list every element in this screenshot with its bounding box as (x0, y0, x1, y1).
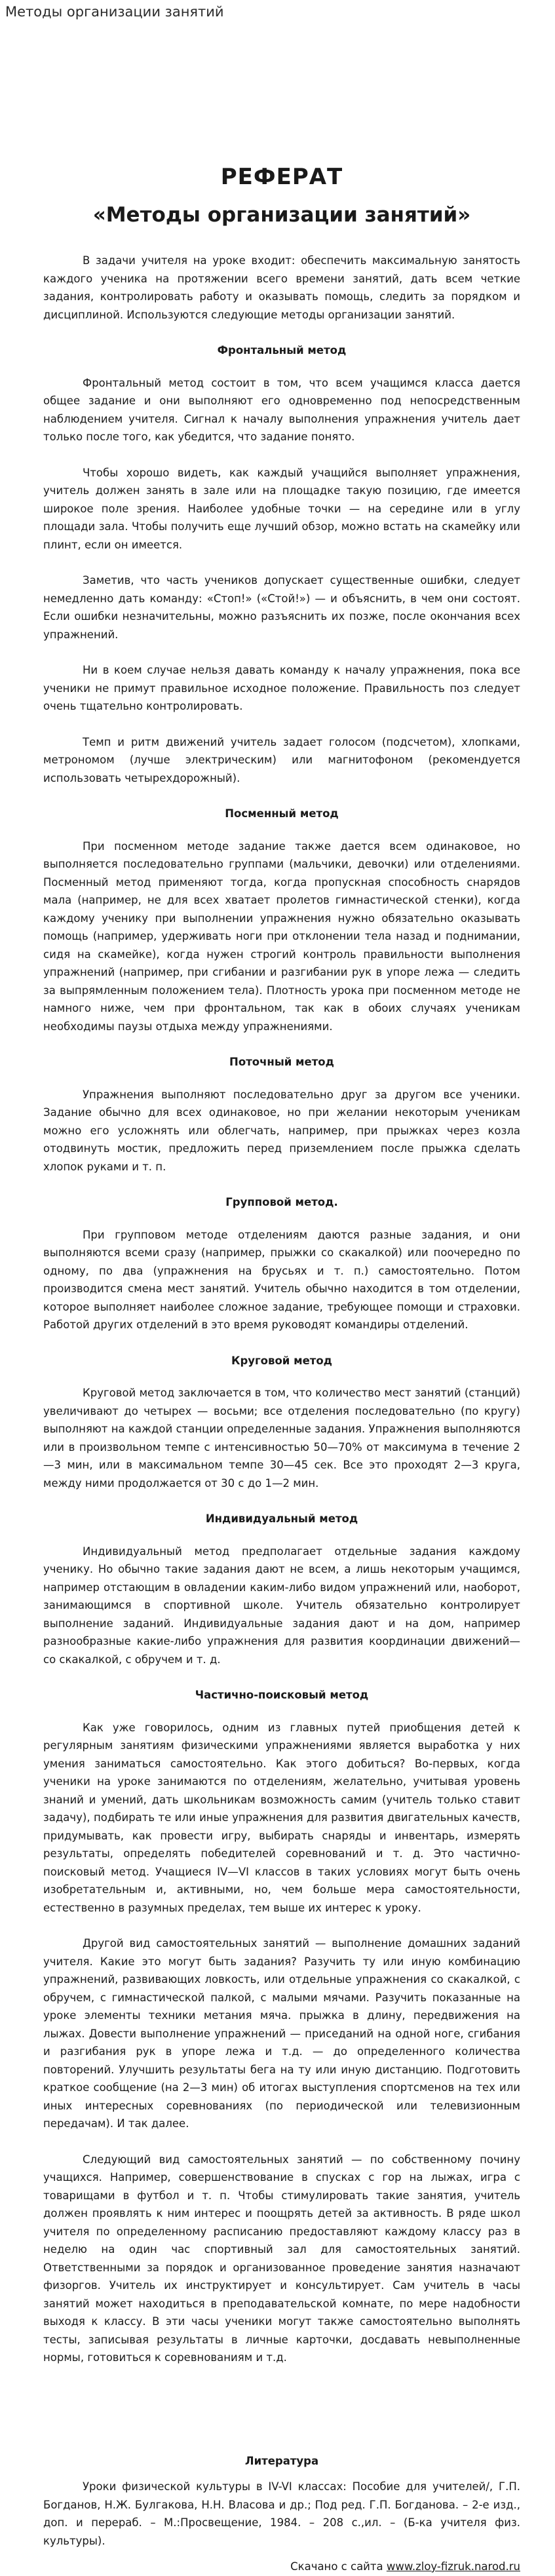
section-heading: Частично-поисковый метод (195, 1689, 369, 1701)
section-paragraph: Темп и ритм движений учитель задает голосом (подсчетом), хлопками, метрономом (лучше электрическим) или магнитофоном (рекомендуется использовать четырехдорожный). (43, 735, 520, 784)
section-heading: Посменный метод (225, 807, 339, 820)
page-header-title: Методы организации занятий (5, 4, 224, 20)
document-title: РЕФЕРАТ (220, 164, 343, 190)
section-heading: Фронтальный метод (217, 344, 347, 356)
section-paragraph: Упражнения выполняют последовательно друг за другом все ученики. Задание обычно для всех одинаковое, но при желании некоторым ученикам можно его усложнять или облегчать, например, при прыжках через козла отодвинуть мостик, предложить перед приземлением после прыжка сделать хлопок руками и т. п. (43, 1088, 520, 1173)
source-line (43, 2558, 520, 2576)
section-heading: Поточный метод (229, 1056, 334, 1068)
section-paragraph: Фронтальный метод состоит в том, что всем учащимся класса дается общее задание и они выполняют его одновременно под непосредственным наблюдением учителя. Сигнал к началу выполнения упражнения учитель дает только после того, как убедится, что задание понято. (43, 376, 520, 443)
section-paragraph: При посменном методе задание также дается всем одинаковое, но выполняется последовательно группами (мальчики, девочки) или отделениями. Посменный метод применяют тогда, когда пропускная способность снарядов мала (например, не для всех хватает пролетов гимнастической стенки), когда каждому ученику при выполнении упражнения нужно обязательно оказывать помощь (например, удерживать ноги при отклонении тела назад и поднимании, сидя на скамейке), когда нужен строгий контроль правильности выполнения упражнений (например, при сгибании и разгибании рук в упоре лежа — следить за выпрямленным положением тела). Плотность урока при посменном методе не намного ниже, чем при фронтальном, так как в обоих случаях ученикам необходимы паузы отдыха между упражнениями. (43, 839, 520, 1033)
intro-paragraph: В задачи учителя на уроке входит: обеспечить максимальную занятость каждого ученика на протяжении всего времени занятий, дать всем четкие задания, контролировать работу и оказывать помощь, следить за порядком и дисциплиной. Используются следующие методы организации занятий. (43, 254, 520, 321)
source-prefix: Скачано с сайта (290, 2560, 387, 2573)
section-paragraph: Как уже говорилось, одним из главных путей приобщения детей к регулярным занятиям физическими упражнениями является выработка у них умения заниматься самостоятельно. Как этого добиться? Во-первых, когда ученики на уроке занимаются по отделениям, желательно, учитывая уровень знаний и умений, дать школьникам возможность самим (учитель только ставит задачу), подбирать те или иные упражнения для развития двигательных качеств, придумывать, как провести игру, выбирать снаряды и инвентарь, измерять результаты, определять победителей соревнований и т. д. Это частично-поисковый метод. Учащиеся IV—VI классов в таких условиях могут быть очень изобретательным и, активными, но, чем больше мера самостоятельности, естественно в разумных пределах, тем выше их интерес к уроку. (43, 1721, 520, 1914)
section-paragraph: Другой вид самостоятельных занятий — выполнение домашних заданий учителя. Какие это могут быть задания? Разучить ту или иную комбинацию упражнений, развивающих ловкость, или отдельные упражнения со скакалкой, с обручем, с гимнастической палкой, с малыми мячами. Разучить показанные на уроке элементы техники метания мяча. прыжка в длину, передвижения на лыжах. Довести выполнение упражнений — приседаний на одной ноге, сгибания и разгибания рук в упоре лежа и т.д. — до определенного количества повторений. Улучшить результаты бега на ту или иную дистанцию. Подготовить краткое сообщение (на 2—3 мин) об итогах выступления спортсменов на тех или иных интересных соревнованиях (по периодической или телевизионным передачам). И так далее. (43, 1937, 520, 2130)
literature-heading: Литература (244, 2454, 319, 2467)
section-paragraph: Ни в коем случае нельзя давать команду к началу упражнения, пока все ученики не примут правильное исходное положение. Правильность поз следует очень тщательно контролировать. (43, 664, 520, 712)
section-paragraph: Круговой метод заключается в том, что количество мест занятий (станций) увеличивают до четырех — восьми; все отделения последовательно (по кругу) выполняют на каждой станции определенные задания. Упражнения выполняются или в произвольном темпе с интенсивностью 50—70% от максимума в течение 2—3 мин, или в максимальном темпе 30—45 сек. Все это проходят 2—3 круга, между ними продолжается от 30 с до 1—2 мин. (43, 1387, 520, 1490)
document-body (43, 164, 520, 2576)
section-paragraph: Следующий вид самостоятельных занятий — по собственному почину учащихся. Например, совершенствование в спусках с гор на лыжах, игра с товарищами в футбол и т. п. Чтобы стимулировать такие занятия, учитель должен проявлять к ним интерес и поощрять детей за активность. В ряде школ учителя по определенному расписанию предоставляют каждому классу раз в неделю на один час спортивный зал для самостоятельных занятий. Ответственными за порядок и организованное проведение занятия назначают физоргов. Учитель их инструктирует и консультирует. Сам учитель в часы занятий может находиться в преподавательской комнате, по мере надобности выходя к классу. В эти часы ученики могут также самостоятельно выполнять тесты, записывая результаты в личные карточки, досдавать невыполненные нормы, готовиться к соревнованиям и т.д. (43, 2153, 520, 2364)
source-link[interactable]: www.zloy-fizruk.narod.ru (386, 2560, 520, 2573)
section-paragraph: Индивидуальный метод предполагает отдельные задания каждому ученику. Но обычно такие задания дают не всем, а лишь некоторым учащимся, например отстающим в овладении каким-либо видом упражнений или, наоборот, занимающимся в спортивной школе. Учитель обязательно контролирует выполнение заданий. Индивидуальные задания дают и на дом, например разнообразные какие-либо упражнения для развития координации движений— со скакалкой, с обручем и т. д. (43, 1545, 520, 1666)
section-heading: Индивидуальный метод (205, 1512, 358, 1525)
document-subtitle: «Методы организации занятий» (92, 203, 471, 227)
literature-text: Уроки физической культуры в IV-VI классах: Пособие для учителей/, Г.П. Богданов, Н.Ж. Булгакова, Н.Н. Власова и др.; Под ред. Г.П. Богданова. – 2-е изд., доп. и перераб. – М.:Просвещение, 1984. – 208 с.,ил. – (Б-ка учителя физ. культуры). (43, 2480, 520, 2547)
section-paragraph: Чтобы хорошо видеть, как каждый учащийся выполняет упражнения, учитель должен занять в зале или на площадке такую позицию, где имеется широкое поле зрения. Наиболее удобные точки — на середине или в углу площади зала. Чтобы получить еще лучший обзор, можно встать на скамейку или плинт, если он имеется. (43, 466, 520, 551)
section-heading: Групповой метод. (225, 1196, 338, 1208)
section-heading: Круговой метод (231, 1354, 332, 1367)
section-paragraph: При групповом методе отделениям даются разные задания, и они выполняются всеми сразу (например, прыжки со скакалкой) или поочередно по одному, по два (упражнения на брусьях и т. п.) самостоятельно. Потом производится смена мест занятий. Учитель обычно находится в том отделении, которое выполняет наиболее сложное задание, требующее помощи и страховки. Работой других отделений в это время руководят командиры отделений. (43, 1228, 520, 1331)
section-paragraph: Заметив, что часть учеников допускает существенные ошибки, следует немедленно дать команду: «Стоп!» («Стой!») — и объяснить, в чем они состоят. Если ошибки незначительны, можно разъяснить их позже, после окончания всех упражнений. (43, 574, 520, 641)
